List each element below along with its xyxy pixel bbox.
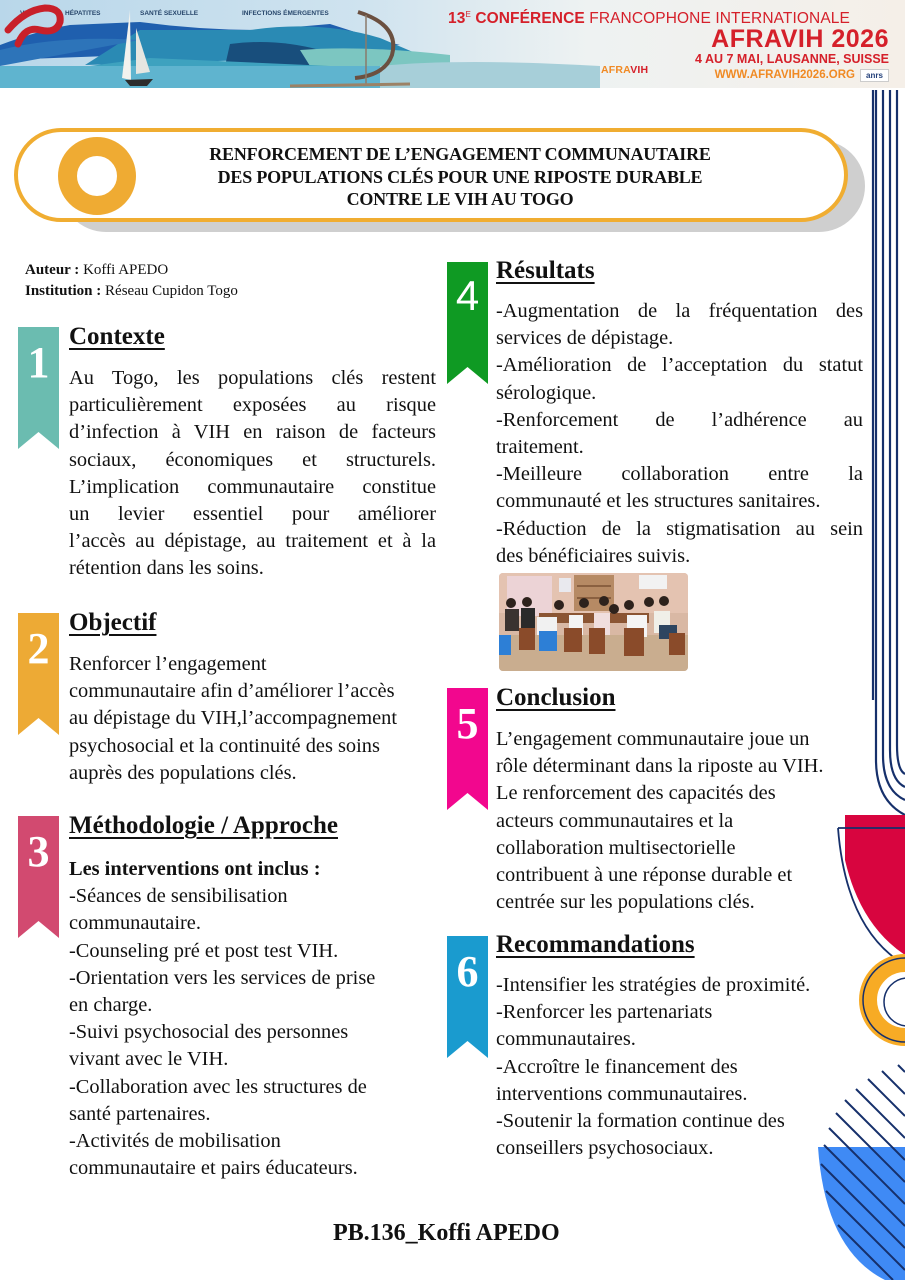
section-body-recommandations — [496, 972, 856, 1162]
body-line: -Soutenir la formation continue des — [496, 1110, 785, 1133]
afravih-logo-text — [601, 64, 648, 76]
conference-banner — [0, 0, 905, 88]
section-heading-recommandations: Recommandations — [496, 931, 695, 958]
body-line: -Meilleure collaboration entre la — [496, 463, 863, 486]
body-line: communautaire afin d’améliorer l’accès — [69, 680, 395, 703]
body-line: acteurs communautaires et la — [496, 809, 734, 832]
section-number: 3 — [27, 827, 50, 876]
section-number: 2 — [27, 624, 50, 673]
title-ring-icon — [58, 137, 136, 215]
section-number: 5 — [456, 699, 479, 748]
body-line: communautaires. — [496, 1028, 636, 1051]
body-line: -Orientation vers les services de prise — [69, 966, 376, 989]
section-body-resultats — [496, 298, 863, 570]
body-line: santé partenaires. — [69, 1102, 211, 1125]
community-meeting-photo — [499, 573, 688, 671]
section-heading-contexte: Contexte — [69, 323, 165, 350]
body-line: en charge. — [69, 994, 153, 1017]
section-heading-resultats: Résultats — [496, 257, 595, 284]
event-dates-location: 4 AU 7 MAI, LAUSANNE, SUISSE — [694, 52, 889, 66]
section-6-ribbon — [447, 936, 488, 1058]
body-line: Renforcer l’engagement — [69, 653, 267, 675]
event-name: AFRAVIH 2026 — [711, 25, 889, 53]
logo-text-afra: AFRA — [601, 64, 631, 76]
logo-text-vih: VIH — [630, 64, 649, 76]
section-4-ribbon — [447, 262, 488, 384]
topic-vih: VIH — [20, 10, 31, 17]
section-body-objectif — [69, 651, 444, 787]
body-line: -Augmentation de la fréquentation des — [496, 300, 863, 322]
poster-title — [150, 143, 770, 211]
body-line: -Amélioration de l’acceptation du statut — [496, 354, 863, 377]
body-line: L’engagement communautaire joue un — [496, 728, 810, 750]
section-heading-objectif: Objectif — [69, 609, 157, 636]
event-website-link[interactable]: WWW.AFRAVIH2026.ORG — [714, 69, 855, 81]
body-line: contribuent à une réponse durable et — [496, 864, 793, 887]
section-2-ribbon — [18, 613, 59, 735]
section-3-ribbon — [18, 816, 59, 938]
body-line: psychosocial et la continuité des soins — [69, 734, 380, 757]
institution-name: Réseau Cupidon Togo — [105, 283, 238, 299]
body-line: l’accès au dépistage, au traitement et à la — [69, 530, 436, 553]
title-line: DES POPULATIONS CLÉS POUR UNE RIPOSTE DURABLE — [217, 166, 703, 187]
body-line: sérologique. — [496, 381, 597, 404]
body-line: Le renforcement des capacités des — [496, 782, 776, 805]
body-line: au dépistage du VIH,l’accompagnement — [69, 707, 398, 730]
body-line: communautaire. — [69, 912, 201, 935]
body-line: centrée sur les populations clés. — [496, 891, 755, 914]
section-number: 6 — [456, 947, 479, 996]
body-line: -Accroître le financement des — [496, 1055, 738, 1078]
body-line: communauté et les structures sanitaires. — [496, 490, 821, 513]
body-line: rétention dans les soins. — [69, 557, 264, 580]
body-line: interventions communautaires. — [496, 1082, 748, 1105]
edition-superscript: E — [465, 10, 471, 19]
body-line: -Réduction de la stigmatisation au sein — [496, 517, 863, 540]
topic-sante-sexuelle: SANTÉ SEXUELLE — [140, 10, 199, 17]
poster-code: PB.136_Koffi APEDO — [333, 1220, 560, 1246]
body-line: conseillers psychosociaux. — [496, 1137, 714, 1160]
body-line: -Intensifier les stratégies de proximité. — [496, 974, 811, 996]
gold-ring — [868, 963, 905, 1037]
section-heading-conclusion: Conclusion — [496, 684, 616, 711]
section-5-ribbon — [447, 688, 488, 810]
topic-hepatites: HÉPATITES — [65, 10, 101, 17]
body-line: traitement. — [496, 436, 584, 459]
topic-infections-emergentes: INFECTIONS ÉMERGENTES — [242, 10, 329, 17]
body-line: -Séances de sensibilisation — [69, 885, 288, 908]
conference-word: CONFÉRENCE — [475, 10, 585, 27]
body-line: -Renforcer les partenariats — [496, 1001, 713, 1024]
body-line: collaboration multisectorielle — [496, 836, 736, 859]
section-body-contexte — [69, 365, 436, 583]
body-line: vivant avec le VIH. — [69, 1048, 229, 1071]
title-line: RENFORCEMENT DE L’ENGAGEMENT COMMUNAUTAIRE — [209, 144, 711, 164]
body-line: auprès des populations clés. — [69, 761, 297, 784]
section-number: 4 — [455, 272, 480, 319]
section-number: 1 — [27, 338, 50, 387]
body-line: -Suivi psychosocial des personnes — [69, 1021, 349, 1044]
section-1-ribbon — [18, 327, 59, 449]
section-body-methodologie — [69, 856, 444, 1182]
body-line: services de dépistage. — [496, 327, 674, 350]
blue-shape — [818, 1147, 905, 1280]
body-line: communautaire et pairs éducateurs. — [69, 1157, 358, 1180]
edition-number: 13 — [448, 10, 466, 27]
body-line: -Counseling pré et post test VIH. — [69, 939, 339, 962]
body-line: sociaux, économiques et structurels. — [69, 448, 436, 471]
body-line: des bénéficiaires suivis. — [496, 544, 691, 567]
body-line: -Renforcement de l’adhérence au — [496, 408, 863, 431]
author-block — [25, 260, 238, 302]
body-line: Au Togo, les populations clés restent — [69, 367, 436, 389]
conference-subtitle: FRANCOPHONE INTERNATIONALE — [589, 10, 850, 27]
section-body-conclusion — [496, 726, 866, 916]
body-line: rôle déterminant dans la riposte au VIH. — [496, 755, 824, 778]
body-line: particulièrement exposées au risque — [69, 394, 436, 417]
body-line: d’infection à VIH en raison de facteurs — [69, 421, 436, 444]
body-line: -Collaboration avec les structures de — [69, 1075, 367, 1098]
body-line: un levier essentiel pour améliorer — [69, 503, 436, 526]
methodologie-intro: Les interventions ont inclus : — [69, 858, 321, 880]
institution-label: Institution : — [25, 283, 102, 299]
author-label: Auteur : — [25, 262, 80, 278]
body-line: -Activités de mobilisation — [69, 1130, 281, 1153]
title-line: CONTRE LE VIH AU TOGO — [346, 189, 574, 209]
section-heading-methodologie: Méthodologie / Approche — [69, 812, 338, 839]
red-ribbon-logo-icon — [0, 0, 70, 50]
body-line: L’implication communautaire constitue — [69, 475, 436, 498]
anrs-partner-logo: anrs — [860, 69, 889, 82]
author-name: Koffi APEDO — [83, 262, 169, 278]
